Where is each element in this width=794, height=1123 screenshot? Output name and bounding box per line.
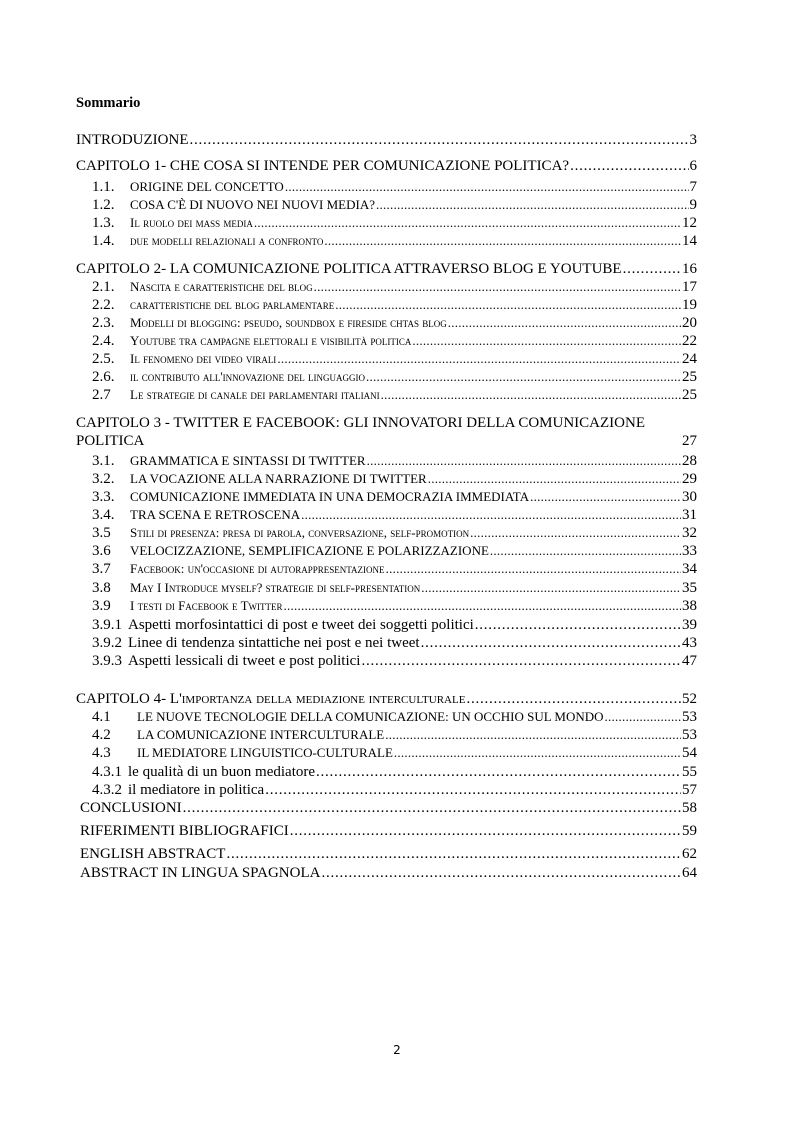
toc-entry[interactable] [76,690,697,708]
toc-entry-title: Le strategie di canale dei parlamentari italiani [130,387,380,402]
toc-entry-title: VELOCIZZAZIONE, SEMPLIFICAZIONE E POLARIZZAZIONE [130,543,489,558]
toc-entry-leader [284,597,682,615]
toc-entry-page: 30 [682,489,697,505]
toc-entry-title: Aspetti morfosintattici di post e tweet dei soggetti politici [128,617,474,633]
toc-entry-title: il mediatore in politica [128,782,265,798]
toc-entry-leader [605,708,681,726]
toc-entry[interactable] [92,232,697,250]
toc-entry-page: 47 [682,653,697,669]
toc-entry-title: GRAMMATICA E SINTASSI DI TWITTER [130,453,366,468]
toc-entry-title: LA COMUNICAZIONE INTERCULTURALE [137,727,385,742]
toc-entry-page: 32 [682,525,697,541]
toc-entry[interactable] [80,864,697,882]
toc-entry-leader [324,232,681,250]
toc-entry-leader [376,196,689,214]
toc-entry-title: Stili di presenza: presa di parola, conversazione, self-promotion [130,525,470,540]
toc-entry-title: Aspetti lessicali di tweet e post politici [128,653,361,669]
toc-entry-number: 3.8 [92,580,111,596]
toc-entry[interactable] [92,579,697,597]
toc-entry-leader [189,131,688,149]
toc-entry-leader [421,634,681,652]
toc-entry-page: 20 [682,315,697,331]
toc-entry-number: 4.1 [92,709,111,725]
toc-entry[interactable] [80,845,697,863]
toc-entry[interactable] [92,726,697,744]
toc-entry-number: 2.4. [92,333,115,349]
toc-entry-page: 55 [682,764,697,780]
toc-entry[interactable] [92,196,697,214]
toc-entry[interactable] [76,432,697,450]
toc-entry[interactable] [76,260,697,278]
toc-entry-leader [466,690,681,708]
toc-entry-page: 58 [682,800,697,816]
toc-entry-title: ABSTRACT IN LINGUA SPAGNOLA [80,865,321,881]
toc-entry-page: 33 [682,543,697,559]
toc-entry[interactable] [92,368,697,386]
toc-entry[interactable] [92,560,697,578]
toc-entry-title: Modelli di blogging: pseudo, soundbox e fireside chtas blog [130,315,447,330]
toc-entry-title: ORIGINE DEL CONCETTO [130,179,284,194]
toc-entry-leader [475,616,681,634]
toc-entry[interactable] [80,822,697,840]
toc-entry[interactable] [76,131,697,149]
toc-entry[interactable] [92,488,697,506]
toc-entry-title: Nascita e caratteristiche del blog [130,279,313,294]
toc-entry-leader [570,157,688,175]
toc-entry-leader [385,726,681,744]
toc-entry-leader [335,296,681,314]
toc-entry[interactable] [92,597,697,615]
toc-entry-page: 31 [682,507,697,523]
toc-entry-page: 39 [682,617,697,633]
toc-entry[interactable] [92,386,697,404]
toc-entry-page: 29 [682,471,697,487]
toc-entry-title: Youtube tra campagne elettorali e visibilità politica [130,333,412,348]
toc-entry-number: 3.7 [92,561,111,577]
toc-entry-number: 3.1. [92,453,115,469]
toc-entry-title-line2: POLITICA [76,433,145,449]
toc-entry[interactable] [92,744,697,762]
toc-entry-number: 1.1. [92,179,115,195]
toc-entry-number: CAPITOLO 2 [76,261,162,277]
toc-entry-leader [290,822,681,840]
toc-entry-leader [386,560,681,578]
toc-entry-leader [412,332,681,350]
toc-entry[interactable] [76,157,697,175]
toc-entry[interactable] [92,652,697,670]
toc-entry-page: 64 [682,865,697,881]
toc-entry-title: May I Introduce myself? strategie di self-presentation [130,580,421,595]
toc-entry-page: 54 [682,745,697,761]
toc-entry-page: 43 [682,635,697,651]
toc-entry-number: 1.4. [92,233,115,249]
toc-entry-leader [394,744,681,762]
toc-entry-leader [421,579,681,597]
toc-entry-number: 2.2. [92,297,115,313]
toc-entry-title: LE NUOVE TECNOLOGIE DELLA COMUNICAZIONE: UN OCCHIO SUL MONDO [137,709,604,724]
toc-entry-number: 4.3.2 [92,782,122,798]
toc-entry-title: Linee di tendenza sintattiche nei post e nei tweet [128,635,420,651]
toc-entry-number: 1.3. [92,215,115,231]
toc-entry-title: - L'importanza della mediazione interculturale [161,691,466,707]
toc-entry[interactable] [92,178,697,196]
toc-entry-page: 22 [682,333,697,349]
toc-entry[interactable] [92,470,697,488]
toc-entry-leader [265,781,681,799]
toc-entry-leader [381,386,681,404]
toc-entry-title: RIFERIMENTI BIBLIOGRAFICI [80,823,289,839]
toc-entry[interactable] [92,634,697,652]
toc-entry-number: 4.3 [92,745,111,761]
toc-entry-title: TRA SCENA E RETROSCENA [130,507,301,522]
toc-entry-title: COSA C'È DI NUOVO NEI NUOVI MEDIA? [130,197,375,212]
toc-entry[interactable] [92,708,697,726]
toc-entry-number: 1.2. [92,197,115,213]
toc-entry-title: caratteristiche del blog parlamentare [130,297,335,312]
toc-entry-title: I testi di Facebook e Twitter [130,598,283,613]
toc-entry-leader [226,845,681,863]
toc-entry-leader [183,799,681,817]
toc-entry-number: 2.6. [92,369,115,385]
toc-entry-title: due modelli relazionali a confronto [130,233,324,248]
toc-entry-leader [361,652,681,670]
toc-entry-page: 17 [682,279,697,295]
toc-entry-page: 14 [682,233,697,249]
toc-entry-leader [490,542,681,560]
toc-entry-page: 34 [682,561,697,577]
toc-entry-page: 16 [682,261,697,277]
toc-entry-leader [321,864,681,882]
toc-entry[interactable] [92,214,697,232]
toc-entry-page: 25 [682,369,697,385]
toc-entry-page: 62 [682,846,697,862]
toc-entry-page: 7 [689,179,697,195]
toc-entry-page: 53 [682,709,697,725]
toc-entry-page: 52 [682,691,697,707]
toc-entry-title-line1: CAPITOLO 3 - TWITTER E FACEBOOK: GLI INNOVATORI DELLA COMUNICAZIONE [76,415,645,431]
toc-entry-number: CAPITOLO 4 [76,691,162,707]
toc-entry-page: 24 [682,351,697,367]
toc-entry-page: 19 [682,297,697,313]
toc-entry-title: IL MEDIATORE LINGUISTICO-CULTURALE [137,745,393,760]
toc-entry-number: 2.1. [92,279,115,295]
toc-entry-page: 25 [682,387,697,403]
toc-entry-leader [316,763,681,781]
toc-entry-page: 28 [682,453,697,469]
toc-entry[interactable] [92,524,697,542]
toc-entry-page: 9 [689,197,697,213]
toc-entry-number: 2.5. [92,351,115,367]
toc-entry-page: 6 [689,158,697,174]
toc-entry-number: 2.7 [92,387,111,403]
toc-entry-title: le qualità di un buon mediatore [128,764,316,780]
toc-entry-number: 3.9.2 [92,635,122,651]
toc-entry-title: Il ruolo dei mass media [130,215,253,230]
page-number: 2 [393,1043,401,1057]
toc-entry-number: 3.3. [92,489,115,505]
toc-entry-number: 4.2 [92,727,111,743]
toc-entry-leader [277,350,681,368]
toc-entry-leader [530,488,681,506]
toc-entry-leader [428,470,681,488]
toc-entry[interactable] [92,350,697,368]
toc-entry-page: 38 [682,598,697,614]
toc-entry-leader [623,260,681,278]
toc-entry-title: il contributo all'innovazione del linguaggio [130,369,365,384]
toc-entry[interactable] [92,763,697,781]
toc-entry-title: LA VOCAZIONE ALLA NARRAZIONE DI TWITTER [130,471,427,486]
toc-entry-number: 3.9.3 [92,653,122,669]
toc-entry-number: 4.3.1 [92,764,122,780]
toc-entry-leader [470,524,681,542]
toc-entry-page: 53 [682,727,697,743]
toc-entry-title: CONCLUSIONI [80,800,182,816]
toc-entry-number: 3.4. [92,507,115,523]
toc-entry-number: 3.5 [92,525,111,541]
toc-entry-page: 35 [682,580,697,596]
toc-entry[interactable] [92,616,697,634]
toc-entry-leader [366,368,681,386]
toc-entry-leader [254,214,681,232]
toc-entry[interactable] [92,332,697,350]
toc-entry-leader [301,506,681,524]
toc-entry[interactable] [92,278,697,296]
toc-entry-page: 27 [682,433,697,449]
toc-entry-number: 3.9.1 [92,617,122,633]
toc-entry-leader [314,278,681,296]
toc-entry-leader [285,178,689,196]
toc-entry-number: 3.9 [92,598,111,614]
toc-entry-title: Il fenomeno dei video virali [130,351,277,366]
toc-entry-title: - CHE COSA SI INTENDE PER COMUNICAZIONE POLITICA? [161,158,570,174]
toc-entry-page: 3 [689,132,697,148]
toc-entry-number: 2.3. [92,315,115,331]
toc-entry-title: ENGLISH ABSTRACT [80,846,226,862]
toc-entry[interactable] [80,799,697,817]
toc-entry[interactable] [92,314,697,332]
toc-entry-page: 59 [682,823,697,839]
toc-entry-page: 57 [682,782,697,798]
toc-entry-leader [367,452,681,470]
toc-entry-title: Facebook: un'occasione di autorappresentazione [130,561,385,576]
toc-entry-page: 12 [682,215,697,231]
toc-entry-title: INTRODUZIONE [76,132,189,148]
toc-entry-number: 3.6 [92,543,111,559]
toc-entry[interactable] [92,781,697,799]
toc-entry-number: CAPITOLO 1 [76,158,162,174]
toc-entry[interactable] [92,296,697,314]
toc-entry-number: 3.2. [92,471,115,487]
page-title: Sommario [76,95,141,111]
toc-entry-leader [448,314,681,332]
toc-entry[interactable] [92,452,697,470]
toc-entry[interactable] [92,506,697,524]
toc-entry-title: - LA COMUNICAZIONE POLITICA ATTRAVERSO BLOG E YOUTUBE [161,261,622,277]
toc-entry[interactable] [92,542,697,560]
toc-entry-title: COMUNICAZIONE IMMEDIATA IN UNA DEMOCRAZIA IMMEDIATA [130,489,530,504]
